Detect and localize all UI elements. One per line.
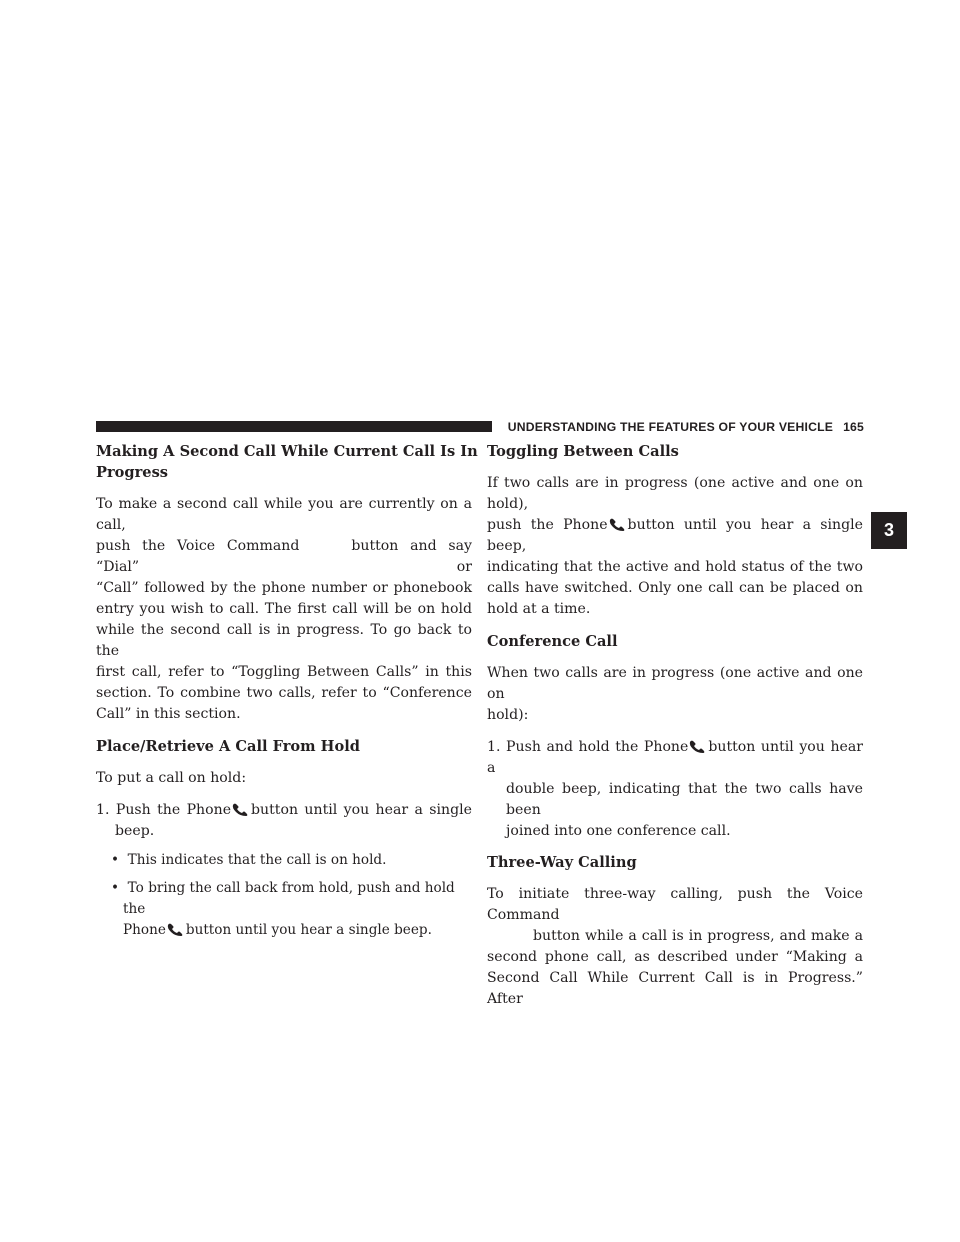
left-column xyxy=(96,441,478,948)
chapter-tab[interactable]: 3 xyxy=(871,512,907,549)
hold-step-1: 1. Push the Phone button until you hear a single beep. xyxy=(96,802,472,839)
hold-bullet-1: • This indicates that the call is on hold. xyxy=(111,852,387,868)
heading-three-way: Three-Way Calling xyxy=(487,854,637,871)
phone-handset-icon xyxy=(609,518,626,531)
conference-step-1: 1. Push and hold the Phone button until you hear a double beep, indicating that the two calls have been joined into one conference call. xyxy=(487,739,864,839)
heading-second-call: Making A Second Call While Current Call Is In Progress xyxy=(96,443,478,481)
right-column xyxy=(487,441,863,1021)
hold-intro: To put a call on hold: xyxy=(96,770,247,786)
paragraph-three-way: To initiate three-way calling, push the Voice Command button while a call is in progress, and make a second phone call, as described under “Making a Second Call While Current Call is in Progress.” After xyxy=(487,886,863,1007)
phone-handset-icon xyxy=(232,803,249,816)
heading-toggling: Toggling Between Calls xyxy=(487,443,679,460)
phone-handset-icon xyxy=(689,740,706,753)
hold-bullet-2: • To bring the call back from hold, push and hold the Phone button until you hear a single beep. xyxy=(111,880,455,938)
section-title: UNDERSTANDING THE FEATURES OF YOUR VEHICLE xyxy=(507,420,834,434)
header-rule xyxy=(96,421,492,432)
paragraph-toggling: If two calls are in progress (one active and one on hold), push the Phone button until you hear a single beep, indicating that the active and hold status of the two calls have switched. Only one call can be placed on hold at a time. xyxy=(487,475,863,617)
running-header xyxy=(500,419,864,435)
phone-handset-icon xyxy=(167,923,184,936)
heading-hold: Place/Retrieve A Call From Hold xyxy=(96,738,360,755)
paragraph-second-call: To make a second call while you are currently on a call, push the Voice Command button and say “Dial” or “Call” followed by the phone number or phonebook entry you wish to call. The first call will be on hold while the second call is in progress. To go back to the first call, refer to “Toggling Between Calls” in this section. To combine two calls, refer to “Conference Call” in this section. xyxy=(96,496,472,722)
paragraph-conference: When two calls are in progress (one active and one on hold): xyxy=(487,665,863,723)
heading-conference: Conference Call xyxy=(487,633,618,650)
page-number: 165 xyxy=(843,420,864,434)
